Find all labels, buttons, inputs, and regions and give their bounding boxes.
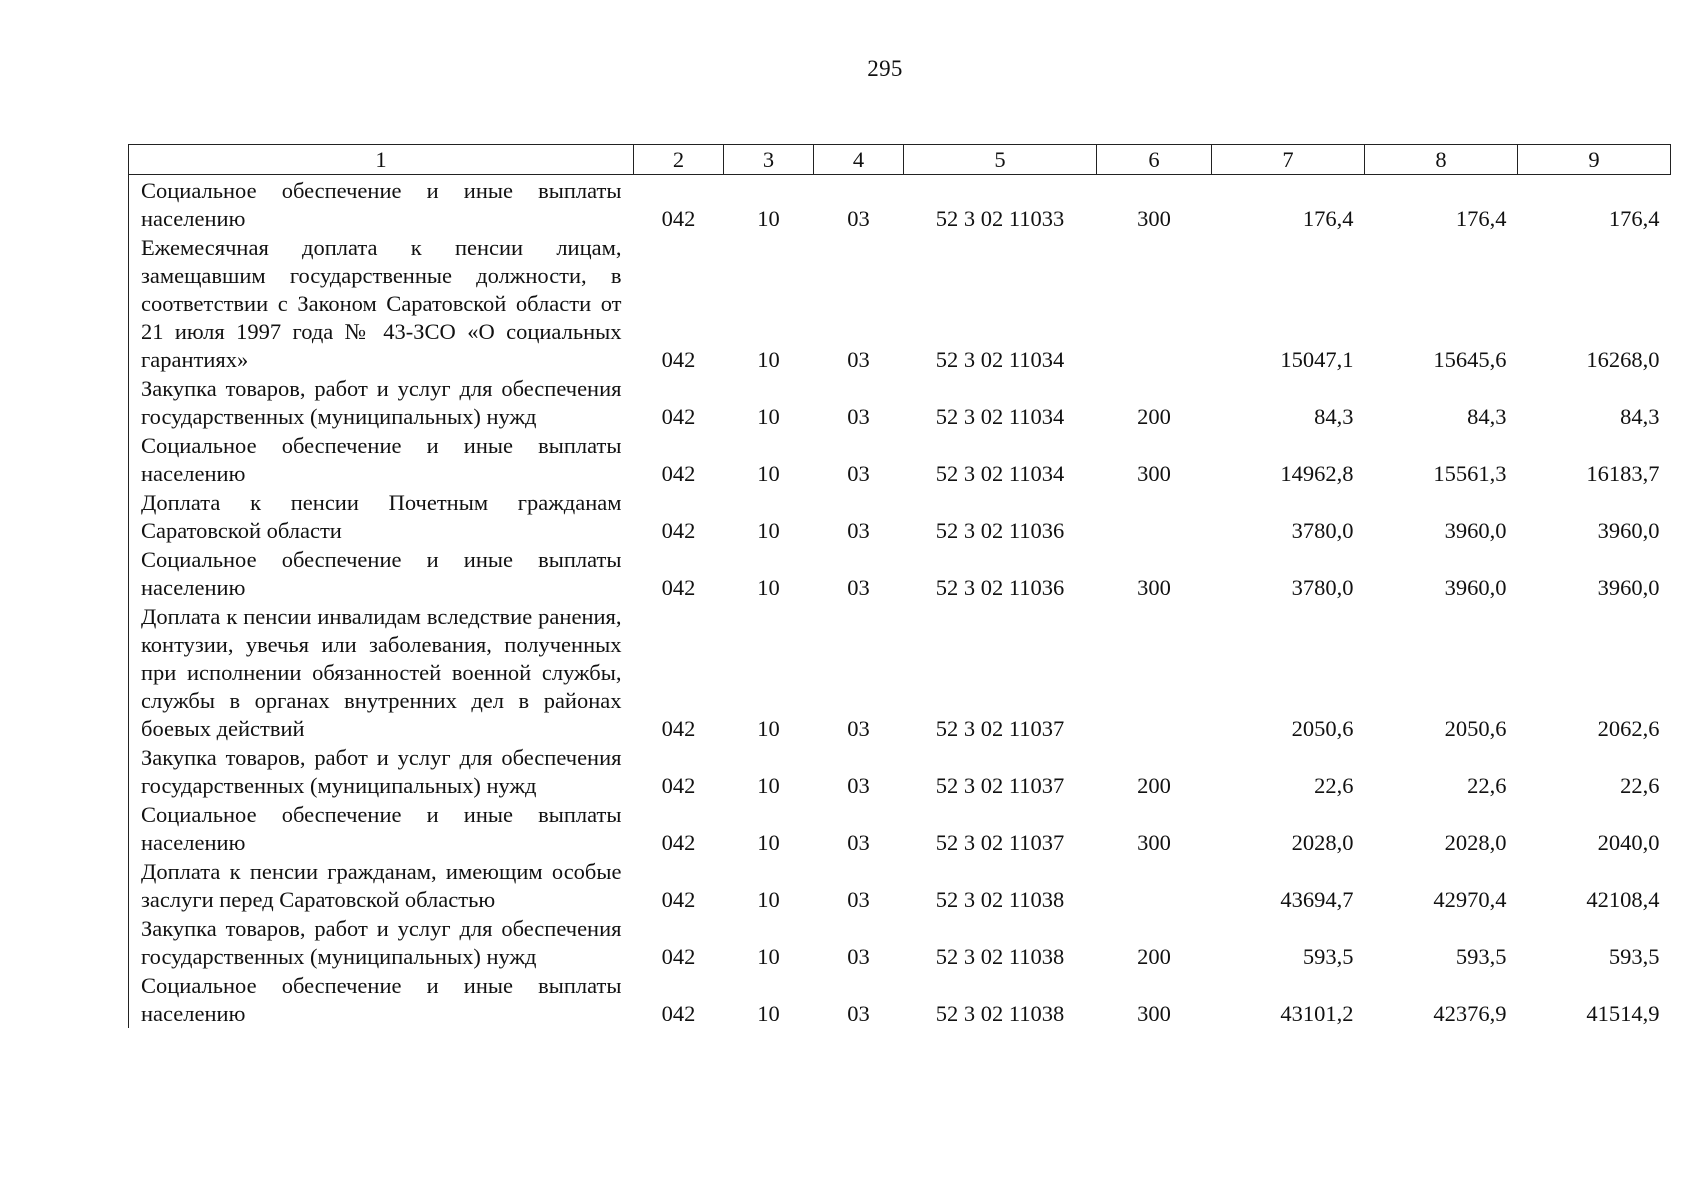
cell-section: 042	[661, 518, 696, 543]
cell-expense-type: 300	[1137, 206, 1171, 231]
cell-target-article: 52 3 02 11036	[935, 518, 1065, 543]
cell-amount-col8: 3960,0	[1444, 518, 1507, 543]
page-number: 295	[867, 56, 903, 81]
cell-target-article: 52 3 02 11034	[935, 404, 1065, 429]
cell-description: Социальное обеспечение и иные выплаты населению	[129, 545, 634, 602]
header-col-7: 7	[1212, 145, 1365, 175]
cell-description: Ежемесячная доплата к пенсии лицам, замещавшим государственные должности, в соответствии с Законом Саратовской области от 21 июля 1997 года № 43-ЗСО «О социальных гарантиях»	[129, 233, 634, 374]
cell-section: 042	[661, 347, 696, 372]
cell-amount-col9: 41514,9	[1586, 1001, 1660, 1026]
table-header	[129, 145, 1671, 175]
table-body	[129, 175, 1671, 1029]
cell-description: Социальное обеспечение и иные выплаты населению	[129, 431, 634, 488]
cell-chapter: 10	[757, 887, 780, 912]
cell-description: Закупка товаров, работ и услуг для обеспечения государственных (муниципальных) нужд	[129, 374, 634, 431]
cell-description: Доплата к пенсии инвалидам вследствие ранения, контузии, увечья или заболевания, полученных при исполнении обязанностей военной службы, службы в органах внутренних дел в районах боевых действий	[129, 602, 634, 743]
cell-target-article: 52 3 02 11036	[935, 575, 1065, 600]
cell-amount-col9: 16268,0	[1586, 347, 1660, 372]
cell-description: Социальное обеспечение и иные выплаты населению	[129, 800, 634, 857]
cell-description: Социальное обеспечение и иные выплаты населению	[129, 971, 634, 1028]
cell-amount-col7: 176,4	[1302, 206, 1354, 231]
cell-amount-col8: 2050,6	[1444, 716, 1507, 741]
cell-expense-type	[1097, 857, 1212, 914]
header-col-8: 8	[1365, 145, 1518, 175]
cell-description: Доплата к пенсии Почетным гражданам Саратовской области	[129, 488, 634, 545]
cell-amount-col7: 14962,8	[1280, 461, 1354, 486]
table-row	[129, 914, 1671, 971]
cell-subsection: 03	[847, 716, 870, 741]
cell-section: 042	[661, 404, 696, 429]
header-col-2: 2	[634, 145, 724, 175]
cell-amount-col7: 2050,6	[1291, 716, 1354, 741]
cell-target-article: 52 3 02 11037	[935, 773, 1065, 798]
cell-amount-col7: 3780,0	[1291, 575, 1354, 600]
table-row	[129, 374, 1671, 431]
cell-target-article: 52 3 02 11037	[935, 716, 1065, 741]
cell-chapter: 10	[757, 944, 780, 969]
cell-section: 042	[661, 944, 696, 969]
cell-subsection: 03	[847, 461, 870, 486]
cell-section: 042	[661, 830, 696, 855]
cell-subsection: 03	[847, 830, 870, 855]
cell-chapter: 10	[757, 461, 780, 486]
cell-section: 042	[661, 575, 696, 600]
cell-target-article: 52 3 02 11034	[935, 461, 1065, 486]
cell-expense-type	[1097, 602, 1212, 743]
cell-amount-col7: 84,3	[1314, 404, 1354, 429]
cell-target-article: 52 3 02 11034	[935, 347, 1065, 372]
cell-chapter: 10	[757, 773, 780, 798]
cell-chapter: 10	[757, 575, 780, 600]
cell-subsection: 03	[847, 575, 870, 600]
cell-description: Закупка товаров, работ и услуг для обеспечения государственных (муниципальных) нужд	[129, 914, 634, 971]
table-row	[129, 431, 1671, 488]
cell-amount-col9: 22,6	[1620, 773, 1660, 798]
cell-chapter: 10	[757, 1001, 780, 1026]
cell-amount-col8: 22,6	[1467, 773, 1507, 798]
cell-description: Доплата к пенсии гражданам, имеющим особые заслуги перед Саратовской областью	[129, 857, 634, 914]
table-row	[129, 857, 1671, 914]
header-col-5: 5	[904, 145, 1097, 175]
cell-section: 042	[661, 1001, 696, 1026]
cell-amount-col9: 2040,0	[1597, 830, 1660, 855]
cell-amount-col9: 84,3	[1620, 404, 1660, 429]
cell-amount-col9: 16183,7	[1586, 461, 1660, 486]
cell-expense-type: 300	[1137, 830, 1171, 855]
header-col-1: 1	[129, 145, 634, 175]
table-row	[129, 971, 1671, 1028]
cell-amount-col8: 42970,4	[1433, 887, 1507, 912]
cell-subsection: 03	[847, 944, 870, 969]
cell-target-article: 52 3 02 11033	[935, 206, 1065, 231]
cell-amount-col9: 176,4	[1608, 206, 1660, 231]
cell-amount-col8: 15645,6	[1433, 347, 1507, 372]
cell-amount-col8: 42376,9	[1433, 1001, 1507, 1026]
cell-section: 042	[661, 206, 696, 231]
table-row	[129, 800, 1671, 857]
header-col-3: 3	[724, 145, 814, 175]
cell-subsection: 03	[847, 404, 870, 429]
cell-amount-col8: 176,4	[1455, 206, 1507, 231]
cell-subsection: 03	[847, 1001, 870, 1026]
cell-description: Закупка товаров, работ и услуг для обеспечения государственных (муниципальных) нужд	[129, 743, 634, 800]
cell-chapter: 10	[757, 716, 780, 741]
cell-expense-type: 300	[1137, 461, 1171, 486]
cell-amount-col7: 43694,7	[1280, 887, 1354, 912]
budget-table	[128, 144, 1671, 1028]
cell-expense-type: 300	[1137, 575, 1171, 600]
cell-amount-col8: 3960,0	[1444, 575, 1507, 600]
cell-description: Социальное обеспечение и иные выплаты населению	[129, 175, 634, 234]
cell-amount-col7: 3780,0	[1291, 518, 1354, 543]
table-row	[129, 743, 1671, 800]
header-col-4: 4	[814, 145, 904, 175]
cell-amount-col9: 3960,0	[1597, 518, 1660, 543]
cell-amount-col8: 84,3	[1467, 404, 1507, 429]
cell-amount-col7: 2028,0	[1291, 830, 1354, 855]
cell-chapter: 10	[757, 830, 780, 855]
cell-amount-col9: 3960,0	[1597, 575, 1660, 600]
table-row	[129, 602, 1671, 743]
cell-subsection: 03	[847, 206, 870, 231]
cell-target-article: 52 3 02 11037	[935, 830, 1065, 855]
cell-section: 042	[661, 461, 696, 486]
cell-chapter: 10	[757, 347, 780, 372]
cell-subsection: 03	[847, 518, 870, 543]
cell-section: 042	[661, 887, 696, 912]
cell-amount-col7: 593,5	[1302, 944, 1354, 969]
cell-chapter: 10	[757, 206, 780, 231]
cell-amount-col8: 593,5	[1455, 944, 1507, 969]
cell-chapter: 10	[757, 404, 780, 429]
cell-amount-col9: 42108,4	[1586, 887, 1660, 912]
cell-amount-col9: 2062,6	[1597, 716, 1660, 741]
cell-section: 042	[661, 716, 696, 741]
cell-target-article: 52 3 02 11038	[935, 1001, 1065, 1026]
table-row	[129, 545, 1671, 602]
cell-target-article: 52 3 02 11038	[935, 944, 1065, 969]
cell-amount-col9: 593,5	[1608, 944, 1660, 969]
cell-chapter: 10	[757, 518, 780, 543]
table-row	[129, 233, 1671, 374]
cell-amount-col7: 15047,1	[1280, 347, 1354, 372]
cell-amount-col7: 43101,2	[1280, 1001, 1354, 1026]
cell-section: 042	[661, 773, 696, 798]
cell-expense-type: 300	[1137, 1001, 1171, 1026]
cell-amount-col8: 2028,0	[1444, 830, 1507, 855]
cell-amount-col7: 22,6	[1314, 773, 1354, 798]
cell-subsection: 03	[847, 347, 870, 372]
cell-expense-type	[1097, 488, 1212, 545]
cell-expense-type	[1097, 233, 1212, 374]
cell-subsection: 03	[847, 887, 870, 912]
cell-expense-type: 200	[1137, 944, 1171, 969]
header-col-6: 6	[1097, 145, 1212, 175]
header-row	[129, 145, 1671, 175]
table-row	[129, 488, 1671, 545]
cell-target-article: 52 3 02 11038	[935, 887, 1065, 912]
header-col-9: 9	[1518, 145, 1671, 175]
cell-amount-col8: 15561,3	[1433, 461, 1507, 486]
cell-subsection: 03	[847, 773, 870, 798]
table-row	[129, 175, 1671, 234]
cell-expense-type: 200	[1137, 773, 1171, 798]
cell-expense-type: 200	[1137, 404, 1171, 429]
